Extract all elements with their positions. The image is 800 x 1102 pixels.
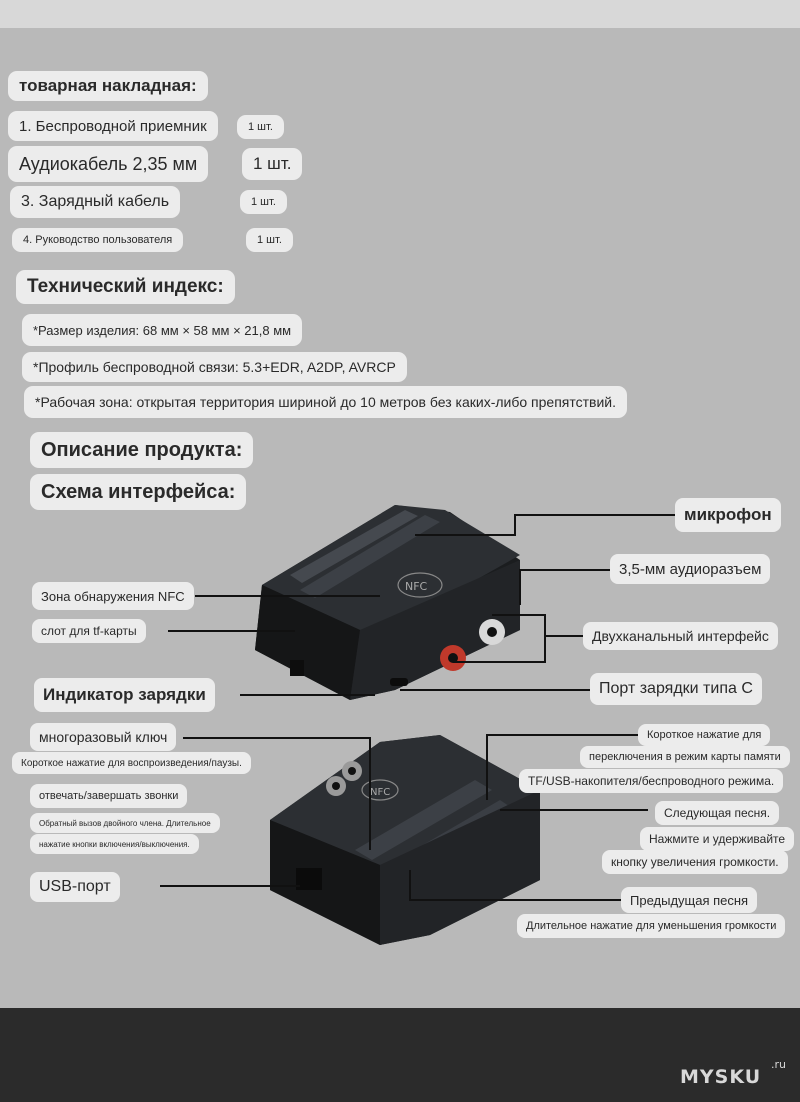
device-top-nfc-logo: NFC <box>405 580 428 593</box>
device-bottom-nfc-logo: NFC <box>370 787 391 798</box>
device-bottom-illustration <box>270 735 540 945</box>
label-short-press-mode-3: TF/USB-накопителя/беспроводного режима. <box>519 769 783 793</box>
interface-heading: Схема интерфейса: <box>30 474 246 510</box>
label-short-press-mode-2: переключения в режим карты памяти <box>580 746 790 768</box>
tech-size-line: *Размер изделия: 68 мм × 58 мм × 21,8 мм <box>22 314 302 346</box>
label-multi-key: многоразовый ключ <box>30 723 176 751</box>
label-tf-slot: слот для tf-карты <box>32 619 146 643</box>
label-dual-channel: Двухканальный интерфейс <box>583 622 778 650</box>
label-usb-port: USB-порт <box>30 872 120 902</box>
label-answer-end: отвечать/завершать звонки <box>30 784 187 808</box>
tech-range-line: *Рабочая зона: открытая территория шириной до 10 метров без каких-либо препятствий. <box>24 386 627 418</box>
packing-item-3-name: 3. Зарядный кабель <box>10 186 180 218</box>
label-long-press-power: нажатие кнопки включения/выключения. <box>30 834 199 854</box>
label-next-song: Следующая песня. <box>655 801 779 825</box>
packing-item-4-name: 4. Руководство пользователя <box>12 228 183 252</box>
label-prev-song: Предыдущая песня <box>621 887 757 913</box>
watermark-suffix: .ru <box>771 1058 786 1071</box>
packing-item-4-qty: 1 шт. <box>246 228 293 252</box>
packing-list-heading: товарная накладная: <box>8 71 208 101</box>
description-heading: Описание продукта: <box>30 432 253 468</box>
packing-item-2-name: Аудиокабель 2,35 мм <box>8 146 208 182</box>
tech-profile-line: *Профиль беспроводной связи: 5.3+EDR, A2DP, AVRCP <box>22 352 407 382</box>
packing-item-1-name: 1. Беспроводной приемник <box>8 111 218 141</box>
tech-heading: Технический индекс: <box>16 270 235 304</box>
label-long-press-vol-down: Длительное нажатие для уменьшения громкости <box>517 914 785 938</box>
label-nfc-zone: Зона обнаружения NFC <box>32 582 194 610</box>
label-short-press-play: Короткое нажатие для воспроизведения/паузы. <box>12 752 251 774</box>
label-audio-jack: 3,5-мм аудиоразъем <box>610 554 770 584</box>
label-charge-indicator: Индикатор зарядки <box>34 678 215 712</box>
label-double-press: Обратный вызов двойного члена. Длительное <box>30 813 220 833</box>
label-typec-port: Порт зарядки типа C <box>590 673 762 705</box>
watermark: MYSKU <box>680 1066 762 1088</box>
label-hold-vol-up-1: Нажмите и удерживайте <box>640 827 794 851</box>
label-short-press-mode-1: Короткое нажатие для <box>638 724 770 746</box>
packing-item-3-qty: 1 шт. <box>240 190 287 214</box>
label-hold-vol-up-2: кнопку увеличения громкости. <box>602 850 788 874</box>
label-microphone: микрофон <box>675 498 781 532</box>
packing-item-1-qty: 1 шт. <box>237 115 284 139</box>
packing-item-2-qty: 1 шт. <box>242 148 302 180</box>
